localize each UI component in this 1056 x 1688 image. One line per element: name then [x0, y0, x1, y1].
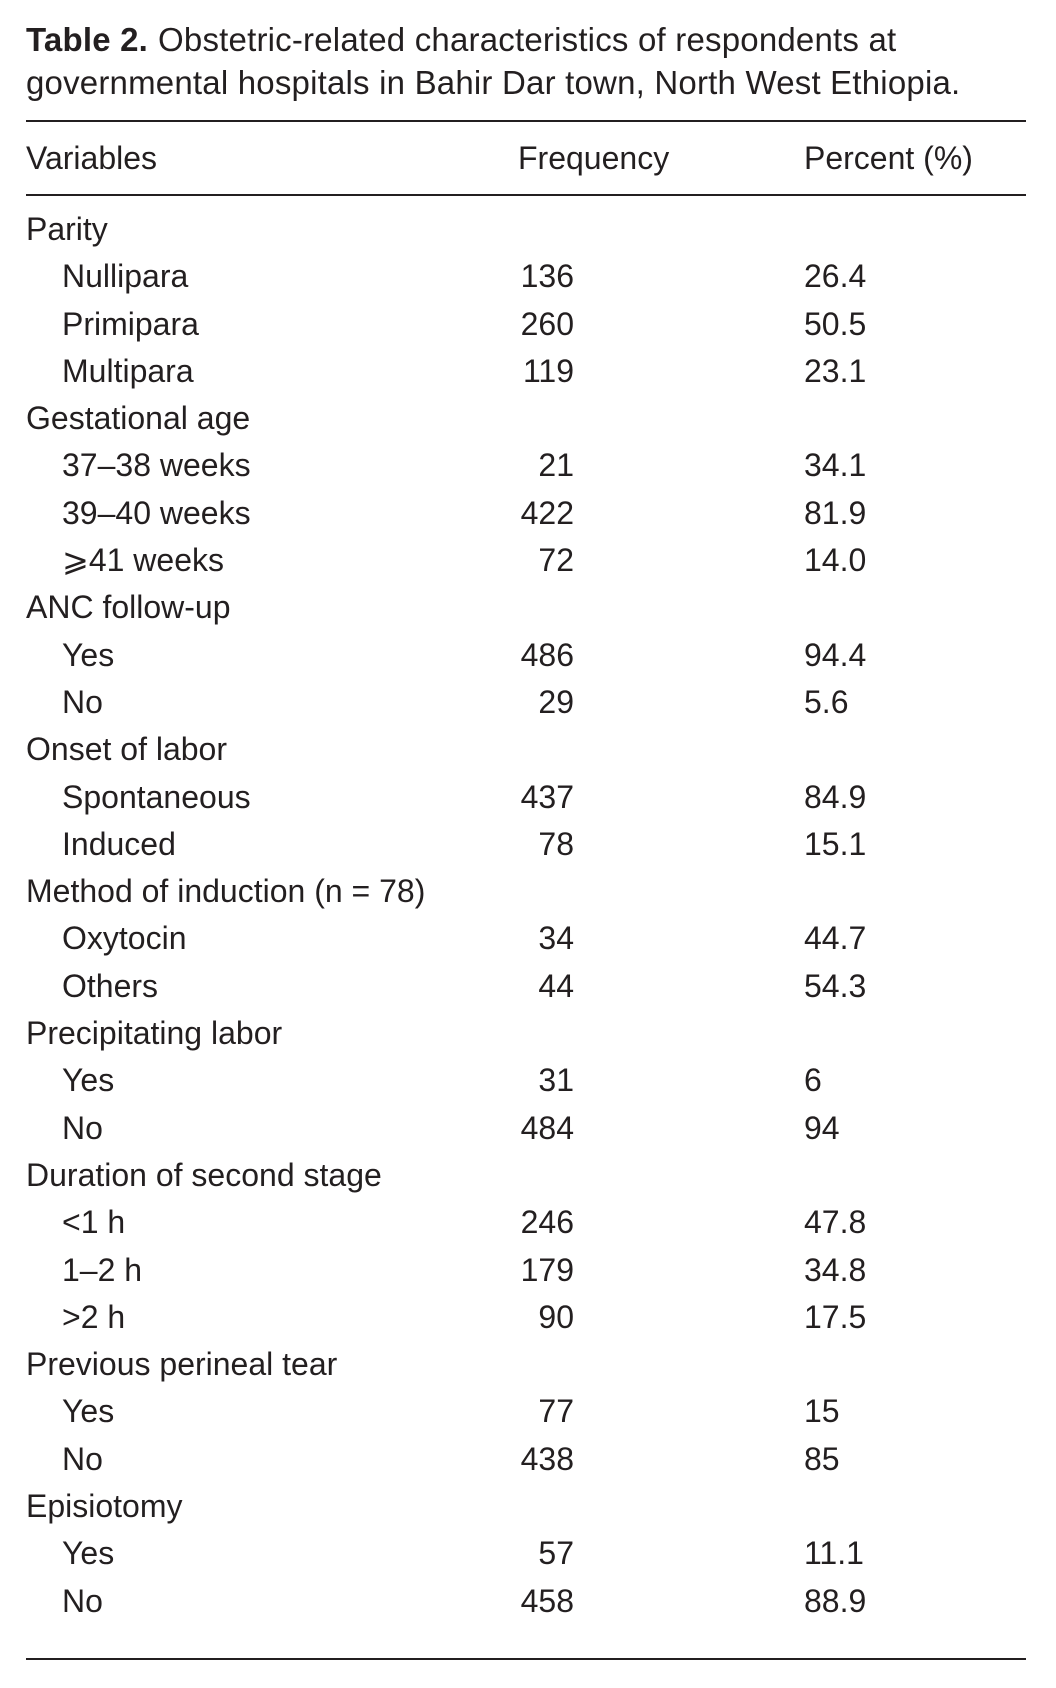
table-group-row: [0, 206, 1056, 253]
frequency-cell: 438: [520, 1440, 574, 1477]
table-bottom-rule: [26, 1658, 1026, 1660]
variable-label: 1–2 h: [62, 1251, 143, 1288]
variable-label: Spontaneous: [62, 778, 251, 815]
table-row: [0, 821, 1056, 868]
frequency-cell: 246: [520, 1204, 574, 1241]
percent-cell: 26.4: [804, 258, 867, 295]
percent-cell: 17.5: [804, 1298, 867, 1335]
table-row: [0, 1199, 1056, 1246]
percent-cell: 23.1: [804, 352, 867, 389]
table-row: [0, 1105, 1056, 1152]
variable-label: Yes: [62, 636, 115, 673]
table-row: [0, 679, 1056, 726]
percent-cell: 47.8: [804, 1204, 867, 1241]
table-header-rule: [26, 194, 1026, 196]
table-row: [0, 1578, 1056, 1625]
table-group-row: [0, 584, 1056, 631]
frequency-cell: 78: [538, 825, 574, 862]
table-group-row: [0, 1483, 1056, 1530]
percent-cell: 84.9: [804, 778, 867, 815]
header-variables: Variables: [26, 140, 158, 176]
variable-label: Primipara: [62, 305, 199, 342]
frequency-cell: 31: [538, 1062, 574, 1099]
percent-cell: 14.0: [804, 542, 867, 579]
table-row: [0, 632, 1056, 679]
table-row: [0, 490, 1056, 537]
frequency-cell: 57: [538, 1535, 574, 1572]
table-row: [0, 963, 1056, 1010]
percent-cell: 34.8: [804, 1251, 867, 1288]
frequency-cell: 422: [520, 494, 574, 531]
frequency-cell: 484: [520, 1109, 574, 1146]
frequency-cell: 34: [538, 920, 574, 957]
variable-label: No: [62, 1109, 103, 1146]
table-row: [0, 774, 1056, 821]
variable-label: Others: [62, 967, 159, 1004]
table-row: [0, 301, 1056, 348]
table-row: [0, 348, 1056, 395]
variable-label: No: [62, 683, 103, 720]
percent-cell: 44.7: [804, 920, 867, 957]
group-label: Episiotomy: [26, 1488, 183, 1525]
table-row: [0, 1388, 1056, 1435]
frequency-cell: 90: [538, 1298, 574, 1335]
table-body: [0, 206, 1056, 1625]
header-frequency: Frequency: [518, 140, 670, 176]
frequency-cell: 260: [520, 305, 574, 342]
group-label: Parity: [26, 211, 108, 247]
frequency-cell: 29: [538, 683, 574, 720]
percent-cell: 88.9: [804, 1582, 867, 1619]
variable-label: Oxytocin: [62, 920, 187, 957]
frequency-cell: 136: [520, 258, 574, 295]
caption-label: Table 2.: [26, 21, 149, 58]
frequency-cell: 119: [522, 352, 574, 389]
percent-cell: 94: [804, 1109, 840, 1146]
table-group-row: [0, 1341, 1056, 1388]
table-row: [0, 1294, 1056, 1341]
table-row: [0, 1530, 1056, 1577]
table-group-row: [0, 1010, 1056, 1057]
frequency-cell: 437: [520, 778, 574, 815]
table-top-rule: [26, 120, 1026, 122]
group-label: Onset of labor: [26, 731, 227, 768]
percent-cell: 15.1: [804, 825, 867, 862]
table-row: [0, 253, 1056, 300]
table-row: [0, 442, 1056, 489]
header-percent: Percent (%): [804, 140, 973, 176]
group-label: Method of induction (n = 78): [26, 873, 426, 910]
group-label: Gestational age: [26, 400, 251, 437]
table-row: [0, 537, 1056, 584]
percent-cell: 85: [804, 1440, 840, 1477]
table-group-row: [0, 1152, 1056, 1199]
frequency-cell: 179: [520, 1251, 574, 1288]
frequency-cell: 77: [538, 1393, 574, 1430]
variable-label: ⩾41 weeks: [62, 542, 224, 579]
table-row: [0, 1247, 1056, 1294]
variable-label: >2 h: [62, 1298, 126, 1335]
group-label: ANC follow-up: [26, 589, 231, 626]
variable-label: 37–38 weeks: [62, 447, 251, 484]
frequency-cell: 21: [538, 447, 574, 484]
table-group-row: [0, 726, 1056, 773]
variable-label: <1 h: [62, 1204, 126, 1241]
table-caption: [26, 18, 1026, 104]
variable-label: No: [62, 1582, 103, 1619]
group-label: Previous perineal tear: [26, 1346, 338, 1383]
variable-label: Nullipara: [62, 258, 189, 295]
variable-label: Yes: [62, 1062, 115, 1099]
variable-label: Multipara: [62, 352, 194, 389]
table-group-row: [0, 395, 1056, 442]
percent-cell: 11.1: [804, 1535, 864, 1572]
table-header-row: [0, 134, 1056, 182]
variable-label: 39–40 weeks: [62, 494, 251, 531]
frequency-cell: 44: [538, 967, 574, 1004]
percent-cell: 81.9: [804, 494, 867, 531]
table-row: [0, 915, 1056, 962]
caption-text: Obstetric-related characteristics of respondents at governmental hospitals in Bahir Dar town, North West Ethiopia.: [26, 21, 961, 101]
frequency-cell: 458: [520, 1582, 574, 1619]
table-row: [0, 1436, 1056, 1483]
percent-cell: 34.1: [804, 447, 867, 484]
frequency-cell: 72: [538, 542, 574, 579]
percent-cell: 94.4: [804, 636, 867, 673]
percent-cell: 6: [804, 1062, 822, 1099]
variable-label: Yes: [62, 1393, 115, 1430]
variable-label: No: [62, 1440, 103, 1477]
variable-label: Yes: [62, 1535, 115, 1572]
percent-cell: 15: [804, 1393, 840, 1430]
group-label: Precipitating labor: [26, 1015, 283, 1052]
percent-cell: 50.5: [804, 305, 867, 342]
variable-label: Induced: [62, 825, 176, 862]
percent-cell: 5.6: [804, 683, 849, 720]
table-row: [0, 1057, 1056, 1104]
group-label: Duration of second stage: [26, 1156, 382, 1193]
table-group-row: [0, 868, 1056, 915]
frequency-cell: 486: [520, 636, 574, 673]
percent-cell: 54.3: [804, 967, 867, 1004]
